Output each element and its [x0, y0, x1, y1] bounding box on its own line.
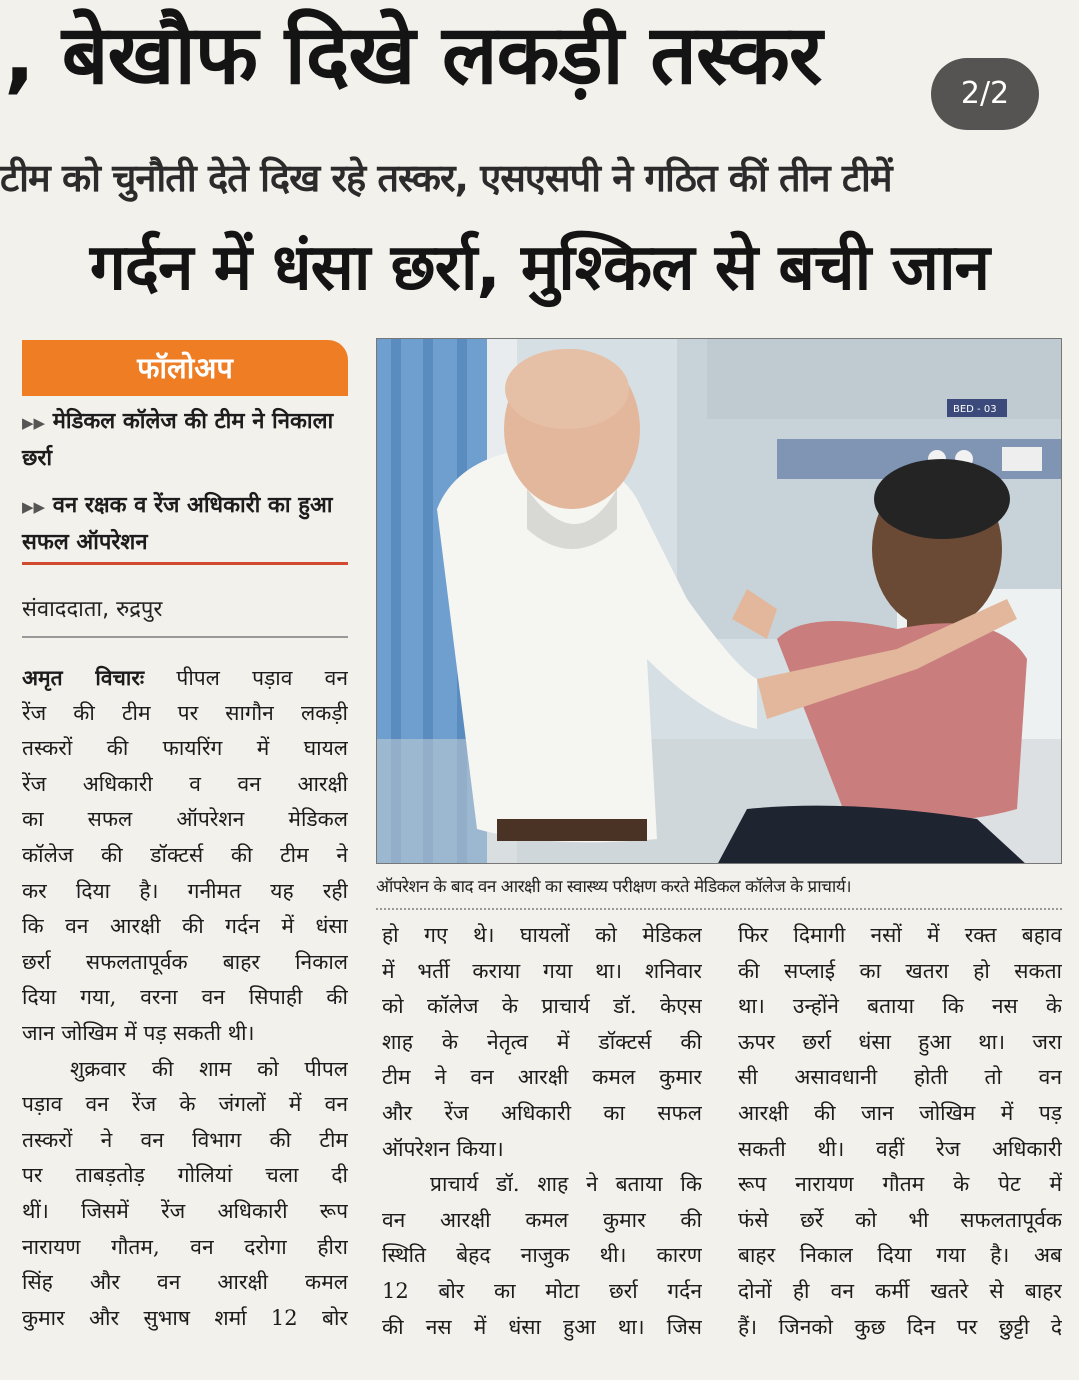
double-arrow-icon: ▶▶: [22, 498, 46, 516]
followup-tag: फॉलोअप: [22, 340, 348, 396]
article-line: शुक्रवार की शाम को पीपल: [70, 1056, 348, 1081]
article-line: बाहर निकाल दिया गया है। अब: [738, 1243, 1062, 1268]
article-line: तस्करों ने वन विभाग की टीम: [22, 1127, 348, 1152]
subheadline: टीम को चुनौती देते दिख रहे तस्कर, एसएसपी ने गठित कीं तीन टीमें: [0, 156, 892, 200]
page-indicator[interactable]: 2/2: [931, 58, 1039, 130]
article-line: तस्करों की फायरिंग में घायल: [22, 736, 348, 761]
article-line: हैं। जिनको कुछ दिन पर छुट्टी दे: [738, 1314, 1062, 1339]
article-line: सिंह और वन आरक्षी कमल: [22, 1270, 348, 1295]
article-line: दिया गया, वरना वन सिपाही की: [22, 985, 348, 1010]
bullet-text-1: मेडिकल कॉलेज की टीम ने निकाला छर्रा: [22, 409, 334, 471]
article-line: सकती थी। वहीं रेज अधिकारी: [738, 1136, 1062, 1161]
article-line: प्राचार्य डॉ. शाह ने बताया कि: [430, 1172, 702, 1197]
article-line: रेंज की टीम पर सागौन लकड़ी: [22, 700, 348, 725]
article-line: कुमार और सुभाष शर्मा 12 बोर: [22, 1305, 348, 1330]
dateline: अमृत विचारः: [22, 665, 145, 690]
article-column-2: [382, 918, 702, 1345]
article-line: कॉलेज की डॉक्टर्स की टीम ने: [22, 842, 348, 867]
byline: संवाददाता, रुद्रपुर: [22, 597, 163, 622]
bullet-text-2: वन रक्षक व रेंज अधिकारी का हुआ सफल ऑपरेशन: [22, 493, 333, 555]
article-line: फिर दिमागी नसों में रक्त बहाव: [738, 923, 1062, 947]
article-line: आरक्षी की जान जोखिम में पड़: [738, 1100, 1062, 1125]
article-line: ऑपरेशन किया।: [382, 1136, 504, 1161]
news-photo: [376, 338, 1062, 864]
divider: [22, 562, 348, 565]
divider: [22, 636, 348, 638]
divider: [376, 908, 1062, 910]
bed-label: BED - 03: [953, 404, 997, 415]
double-arrow-icon: ▶▶: [22, 414, 46, 432]
article-line: हो गए थे। घायलों को मेडिकल: [382, 923, 702, 947]
article-line: जान जोखिम में पड़ सकती थी।: [22, 1020, 255, 1045]
article-line: शाह के नेतृत्व में डॉक्टर्स की: [382, 1029, 702, 1054]
main-headline: गर्दन में धंसा छर्रा, मुश्किल से बची जान: [89, 231, 990, 305]
article-column-3: [738, 918, 1062, 1345]
article-line: कर दिया है। गनीमत यह रही: [22, 878, 348, 903]
article-line: कि वन आरक्षी की गर्दन में धंसा: [22, 914, 348, 939]
article-line: की नस में धंसा हुआ था। जिस: [382, 1314, 702, 1339]
article-line: पड़ाव वन रेंज के जंगलों में वन: [22, 1092, 348, 1117]
photo-caption: ऑपरेशन के बाद वन आरक्षी का स्वास्थ्य परीक्षण करते मेडिकल कॉलेज के प्राचार्य।: [376, 877, 852, 897]
article-line: सी असावधानी होती तो वन: [738, 1065, 1062, 1090]
article-line: और रेंज अधिकारी का सफल: [382, 1100, 702, 1125]
article-line: रूप नारायण गौतम के पेट में: [738, 1172, 1062, 1197]
hospital-photo-illustration: [377, 339, 1062, 864]
article-line: पर ताबड़तोड़ गोलियां चला दी: [22, 1163, 348, 1188]
article-line: नारायण गौतम, वन दरोगा हीरा: [22, 1234, 348, 1259]
article-line: दोनों ही वन कर्मी खतरे से बाहर: [738, 1278, 1062, 1303]
article-line: छर्रा सफलतापूर्वक बाहर निकाल: [22, 949, 348, 974]
article-line: में भर्ती कराया गया था। शनिवार: [382, 958, 702, 983]
article-line: स्थिति बेहद नाजुक थी। कारण: [382, 1243, 702, 1268]
headline: , बेखौफ दिखे लकड़ी तस्कर: [4, 8, 822, 103]
article-line: पीपल पड़ाव वन: [176, 666, 348, 690]
article-line: ऊपर छर्रा धंसा हुआ था। जरा: [738, 1029, 1062, 1054]
article-line: थीं। जिसमें रेंज अधिकारी रूप: [22, 1198, 348, 1223]
article-line: वन आरक्षी कमल कुमार की: [382, 1207, 702, 1232]
article-line: था। उन्होंने बताया कि नस के: [738, 994, 1062, 1019]
bullet-point-1: [22, 404, 352, 477]
article-column-1: [22, 660, 348, 1336]
article-line: को कॉलेज के प्राचार्य डॉ. केएस: [382, 994, 702, 1019]
bullet-point-2: [22, 488, 352, 561]
article-line: का सफल ऑपरेशन मेडिकल: [22, 807, 348, 832]
article-line: रेंज अधिकारी व वन आरक्षी: [22, 771, 348, 796]
article-line: टीम ने वन आरक्षी कमल कुमार: [382, 1065, 702, 1090]
article-line: फंसे छर्रे को भी सफलतापूर्वक: [738, 1207, 1062, 1232]
article-line: 12 बोर का मोटा छर्रा गर्दन: [382, 1278, 702, 1303]
article-line: की सप्लाई का खतरा हो सकता: [738, 958, 1062, 983]
